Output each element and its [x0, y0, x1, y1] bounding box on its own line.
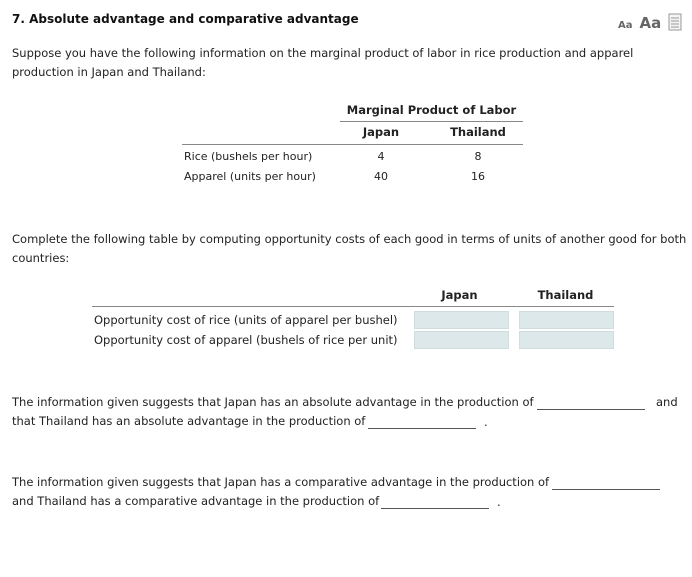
intro-line-2: production in Japan and Thailand: — [12, 65, 206, 79]
comparative-thailand-dropdown[interactable] — [381, 508, 489, 509]
mpl-table-header: Marginal Product of Labor — [346, 103, 517, 117]
comparative-japan-dropdown[interactable] — [552, 489, 660, 490]
oc-col-thailand: Thailand — [537, 288, 594, 302]
mpl-rice-thailand: 8 — [474, 150, 482, 163]
absolute-japan-dropdown[interactable] — [537, 409, 645, 410]
font-increase-button[interactable]: Aa — [639, 14, 662, 32]
comparative-period: . — [497, 495, 501, 509]
mpl-row-apparel-label: Apparel (units per hour) — [184, 170, 316, 183]
mpl-column-rule — [182, 144, 523, 145]
mpl-col-thailand: Thailand — [450, 125, 506, 139]
absolute-period: . — [484, 415, 488, 429]
oc-col-japan: Japan — [441, 288, 478, 302]
comparative-line-2: and Thailand has a comparative advantage in the production of — [12, 494, 380, 508]
mpl-row-rice-label: Rice (bushels per hour) — [184, 150, 313, 163]
intro-line-1: Suppose you have the following information on the marginal product of labor in rice production and apparel — [12, 46, 634, 60]
mpl-header-rule — [340, 121, 523, 122]
font-size-controls — [618, 10, 682, 32]
oc-row-rice-label: Opportunity cost of rice (units of apparel per bushel) — [94, 313, 398, 327]
document-icon[interactable] — [668, 13, 682, 31]
instruction-line-2: countries: — [12, 251, 70, 265]
oc-apparel-thailand-input[interactable] — [519, 331, 614, 349]
oc-row-apparel-label: Opportunity cost of apparel (bushels of rice per unit) — [94, 333, 398, 347]
absolute-line-1: The information given suggests that Japan has an absolute advantage in the production of — [12, 395, 534, 409]
oc-apparel-japan-input[interactable] — [414, 331, 509, 349]
absolute-line-2: that Thailand has an absolute advantage in the production of — [12, 414, 366, 428]
mpl-apparel-thailand: 16 — [471, 170, 485, 183]
oc-column-rule — [92, 306, 614, 307]
absolute-thailand-dropdown[interactable] — [368, 428, 476, 429]
mpl-col-japan: Japan — [362, 125, 400, 139]
oc-rice-japan-input[interactable] — [414, 311, 509, 329]
mpl-rice-japan: 4 — [377, 150, 385, 163]
instruction-line-1: Complete the following table by computing opportunity costs of each good in terms of units of another good for both — [12, 232, 687, 246]
question-title: 7. Absolute advantage and comparative advantage — [12, 12, 359, 26]
font-decrease-button[interactable]: Aa — [618, 20, 633, 31]
mpl-apparel-japan: 40 — [374, 170, 388, 183]
oc-rice-thailand-input[interactable] — [519, 311, 614, 329]
absolute-and-text: and — [656, 395, 678, 409]
comparative-line-1: The information given suggests that Japan has a comparative advantage in the production of — [12, 475, 550, 489]
